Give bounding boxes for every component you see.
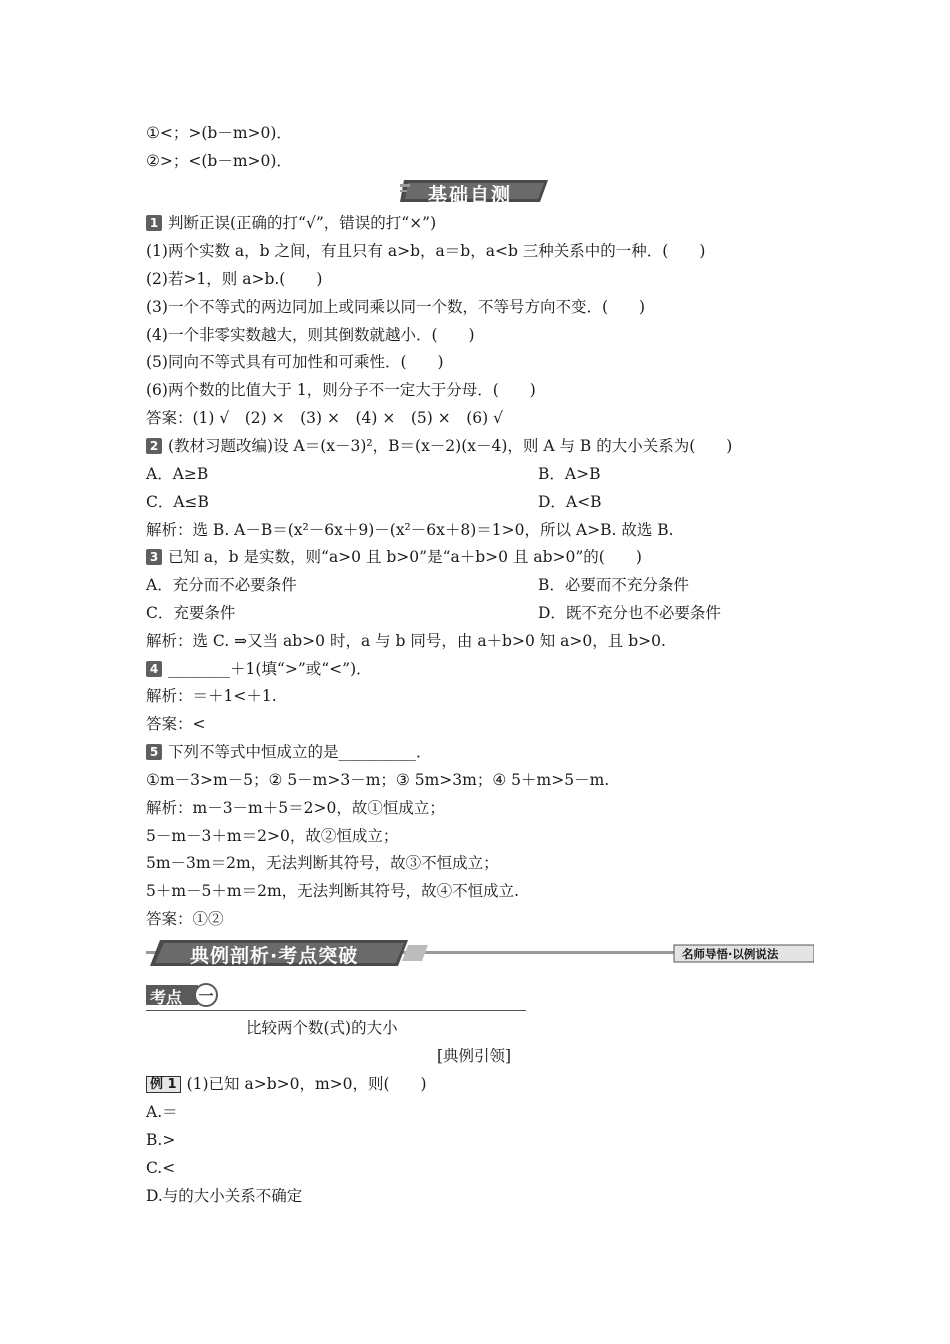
question-stem: 下列不等式中恒成立的是__________． bbox=[168, 743, 432, 761]
example-option: A.＝ bbox=[146, 1103, 178, 1121]
text-line: ②>；<(b－m>0)． bbox=[146, 152, 292, 170]
question-number-badge: 3 bbox=[146, 549, 162, 565]
question-3 bbox=[146, 547, 642, 567]
q1-item: (2)若>1，则 a>b.( ) bbox=[146, 270, 323, 288]
question-1 bbox=[146, 213, 436, 233]
example-1 bbox=[146, 1074, 427, 1094]
q3-option-a: A．充分而不必要条件 bbox=[146, 576, 297, 594]
q3-option-b: B．必要而不充分条件 bbox=[538, 576, 689, 594]
question-stem: ________＋1(填“>”或“<”)． bbox=[168, 660, 372, 678]
topic-subtitle: [典例引领] bbox=[437, 1047, 512, 1065]
q5-analysis-line: 5m－3m＝2m，无法判断其符号，故③不恒成立； bbox=[146, 854, 499, 872]
q1-item: (6)两个数的比值大于 1，则分子不一定大于分母．( ) bbox=[146, 381, 536, 399]
section-banner-examples bbox=[146, 937, 814, 969]
q5-analysis-line: 5＋m－5＋m＝2m，无法判断其符号，故④不恒成立. bbox=[146, 882, 520, 900]
example-badge: 例 1 bbox=[146, 1076, 181, 1093]
q3-analysis: 解析：选 C. ⇒又当 ab>0 时，a 与 b 同号，由 a＋b>0 知 a>0，且 b>0. bbox=[146, 632, 666, 650]
q2-analysis: 解析：选 B. A－B＝(x²－6x＋9)－(x²－6x＋8)＝1>0，所以 A>B. 故选 B. bbox=[146, 521, 674, 539]
q1-item: (3)一个不等式的两边同加上或同乘以同一个数，不等号方向不变．( ) bbox=[146, 298, 646, 316]
example-option: B.> bbox=[146, 1131, 176, 1149]
question-5 bbox=[146, 742, 432, 762]
question-4 bbox=[146, 659, 372, 679]
q3-option-c: C．充要条件 bbox=[146, 604, 236, 622]
section-banner-basic-test bbox=[400, 176, 552, 206]
divider bbox=[146, 1010, 526, 1011]
q4-answer: 答案：< bbox=[146, 715, 206, 733]
question-2 bbox=[146, 436, 732, 456]
q1-item: (5)同向不等式具有可加性和可乘性．( ) bbox=[146, 353, 444, 371]
q1-answer: 答案：(1) √ (2) × (3) × (4) × (5) × (6) √ bbox=[146, 409, 504, 427]
question-stem: (教材习题改编)设 A＝(x－3)²，B＝(x－2)(x－4)，则 A 与 B 的大小关系为( ) bbox=[168, 437, 733, 455]
topic-title: 比较两个数(式)的大小 bbox=[246, 1019, 398, 1037]
text-line: ①<；>(b－m>0)． bbox=[146, 124, 292, 142]
q2-option-c: C．A≤B bbox=[146, 493, 209, 511]
q5-list: ①m－3>m－5；② 5－m>3－m；③ 5m>3m；④ 5＋m>5－m. bbox=[146, 771, 610, 789]
example-option: C.< bbox=[146, 1159, 176, 1177]
q2-option-a: A．A≥B bbox=[146, 465, 209, 483]
q1-item: (4)一个非零实数越大，则其倒数就越小．( ) bbox=[146, 326, 475, 344]
question-number-badge: 5 bbox=[146, 744, 162, 760]
q5-answer: 答案：①② bbox=[146, 910, 224, 928]
q3-option-d: D．既不充分也不必要条件 bbox=[538, 604, 721, 622]
topic-badge-label: 考点 bbox=[150, 988, 183, 1007]
q5-analysis-line: 解析：m－3－m＋5＝2>0，故①恒成立； bbox=[146, 799, 445, 817]
q2-option-b: B．A>B bbox=[538, 465, 601, 483]
topic-badge-number: 一 bbox=[198, 987, 214, 1005]
q1-item: (1)两个实数 a，b 之间，有且只有 a>b，a＝b，a<b 三种关系中的一种．( ) bbox=[146, 242, 706, 260]
q5-analysis-line: 5－m－3＋m＝2>0，故②恒成立； bbox=[146, 827, 399, 845]
q4-analysis: 解析：＝＋1<＋1. bbox=[146, 687, 277, 705]
q2-option-d: D．A<B bbox=[538, 493, 602, 511]
question-stem: 判断正误(正确的打“√”，错误的打“×”) bbox=[168, 214, 437, 232]
question-number-badge: 4 bbox=[146, 661, 162, 677]
question-stem: 已知 a，b 是实数，则“a>0 且 b>0”是“a＋b>0 且 ab>0”的( ) bbox=[168, 548, 642, 566]
question-number-badge: 2 bbox=[146, 438, 162, 454]
section-tag: 名师导悟·以例说法 bbox=[682, 947, 779, 961]
example-stem: (1)已知 a>b>0，m>0，则( ) bbox=[186, 1075, 427, 1093]
question-number-badge: 1 bbox=[146, 215, 162, 231]
section-title: 典例剖析·考点突破 bbox=[190, 945, 359, 967]
example-option: D.与的大小关系不确定 bbox=[146, 1187, 303, 1205]
section-title: 基础自测 bbox=[428, 184, 513, 206]
